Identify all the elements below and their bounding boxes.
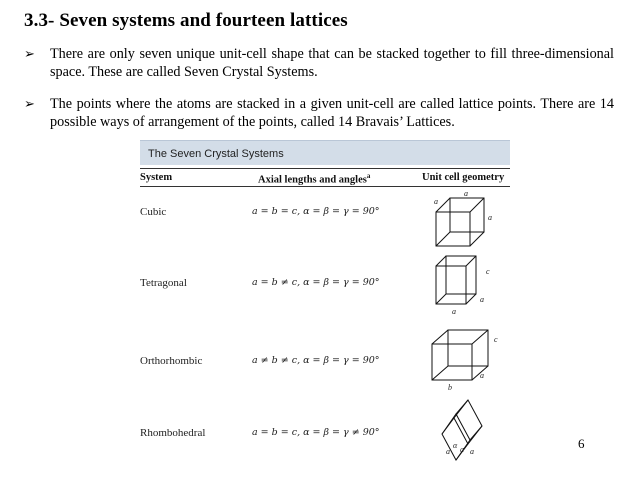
cell-label: α (453, 441, 458, 450)
cell-label: a (464, 189, 468, 198)
rhombohedral-cell-icon (436, 398, 496, 462)
header-geometry: Unit cell geometry (422, 172, 505, 183)
row-axial-orthorhombic: a ≠ b ≠ c, α = β = γ = 90° (252, 355, 380, 366)
cell-label: c (494, 335, 498, 344)
cell-label: b (448, 383, 452, 392)
table-rule-top (140, 168, 510, 169)
row-system-orthorhombic: Orthorhombic (140, 355, 203, 367)
page-number: 6 (578, 436, 585, 451)
header-axial (258, 172, 370, 186)
cell-label: a (452, 307, 456, 316)
row-system-tetragonal: Tetragonal (140, 277, 187, 289)
table-title: The Seven Crystal Systems (140, 140, 510, 165)
row-axial-cubic: a = b = c, α = β = γ = 90° (252, 206, 380, 217)
cell-label: a (470, 447, 474, 456)
row-axial-tetragonal: a = b ≠ c, α = β = γ = 90° (252, 277, 380, 288)
cell-label: a (488, 213, 492, 222)
bullet-text: There are only seven unique unit-cell shape that can be stacked together to fill three-dimensional space. These are called Seven Crystal Systems. (50, 46, 614, 80)
row-axial-rhombohedral: a = b = c, α = β = γ ≠ 90° (252, 427, 380, 438)
header-axial-footnote: a (366, 172, 371, 180)
bullet-bravais-lattices (24, 95, 614, 131)
cell-label: a (434, 197, 438, 206)
cell-label: a (480, 371, 484, 380)
row-system-cubic: Cubic (140, 206, 167, 218)
row-system-rhombohedral: Rhombohedral (140, 427, 206, 439)
slide-title: 3.3- Seven systems and fourteen lattices (24, 10, 348, 31)
cell-label: a (480, 295, 484, 304)
cell-label: a (446, 447, 450, 456)
header-axial-label: Axial lengths and angles (258, 174, 367, 186)
tetragonal-cell-icon (430, 252, 500, 314)
bullet-seven-systems (24, 45, 614, 81)
bullet-arrow-icon: ➢ (24, 96, 35, 111)
cell-label: a (460, 445, 464, 454)
bullet-text: The points where the atoms are stacked in a given unit-cell are called lattice points. There are 14 possible ways of arrangement of the points, called 14 Bravais’ Lattices. (50, 96, 614, 130)
orthorhombic-cell-icon (428, 326, 504, 392)
cell-label: c (486, 267, 490, 276)
crystal-systems-table (140, 140, 510, 470)
cubic-cell-icon (430, 190, 500, 250)
bullet-arrow-icon: ➢ (24, 46, 35, 61)
table-rule-header (140, 186, 510, 187)
header-system: System (140, 172, 173, 183)
